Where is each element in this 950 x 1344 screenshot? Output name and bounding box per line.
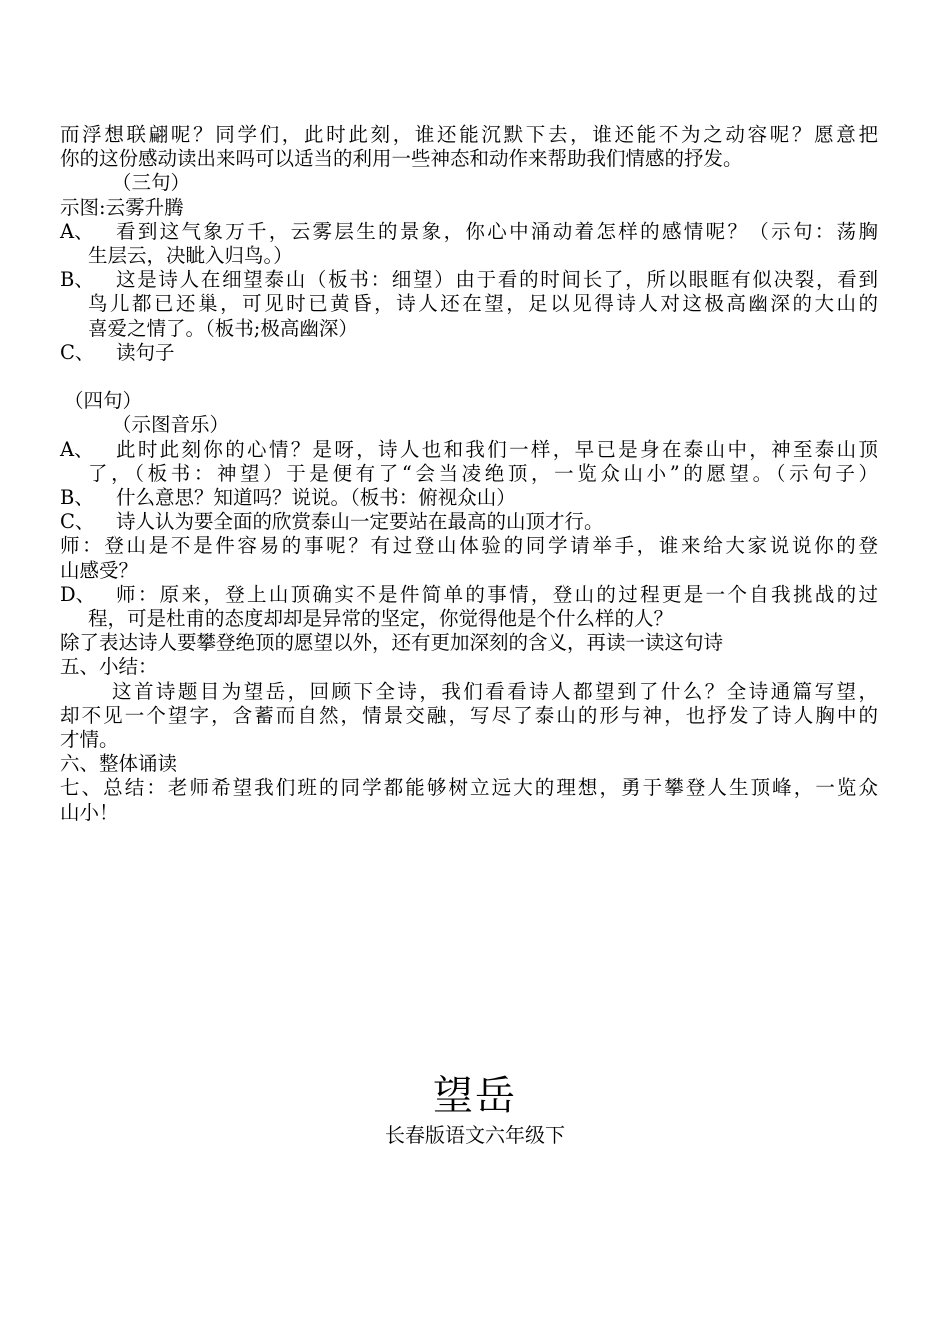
paragraph-line: 而浮想联翩呢？同学们，此时此刻，谁还能沉默下去，谁还能不为之动容呢？愿意把 [60,123,878,146]
paragraph-line: 除了表达诗人要攀登绝顶的愿望以外，还有更加深刻的含义，再读一读这句诗 [60,631,724,655]
list-text-line: 鸟儿都已还巢，可见时已黄昏，诗人还在望，足以见得诗人对这极高幽深的大山的 [88,292,878,316]
list-text-line: 这是诗人在细望泰山（板书：细望）由于看的时间长了，所以眼眶有似决裂，看到 [116,268,878,292]
paragraph-line: 师：登山是不是件容易的事呢？有过登山体验的同学请举手，谁来给大家说说你的登 [60,534,878,558]
list-marker: D、 [60,582,96,606]
paragraph-line: 这首诗题目为望岳，回顾下全诗，我们看看诗人都望到了什么？全诗通篇写望， [112,679,878,703]
paragraph-line: 才情。 [60,728,119,752]
list-text-line: 此时此刻你的心情？是呀，诗人也和我们一样，早已是身在泰山中，神至泰山顶 [116,437,878,461]
list-text [116,438,878,462]
list-marker: A、 [60,437,94,461]
list-item-3b [60,268,878,292]
paragraph-line: 山感受？ [60,558,139,582]
list-item-3c [60,341,878,365]
list-text-line: 读句子 [116,340,175,364]
list-text [116,341,878,365]
list-text-line: 程，可是杜甫的态度却却是异常的坚定，你觉得他是个什么样的人？ [88,607,674,631]
list-text-line: 看到这气象万千，云雾层生的景象，你心中涌动着怎样的感情呢？（示句：荡胸 [116,219,878,243]
section-heading-fourth-line: （四句） [64,389,143,413]
paragraph-line: 却不见一个望字，含蓄而自然，情景交融，写尽了泰山的形与神，也抒发了诗人胸中的 [60,703,878,727]
paragraph-line: 你的这份感动读出来吗可以适当的利用一些神态和动作来帮助我们情感的抒发。 [60,147,743,171]
list-item-4c [60,510,878,534]
list-marker: A、 [60,219,94,243]
paragraph-line: 山小！ [60,800,119,824]
lesson-title: 望岳 [433,1073,517,1119]
document-body [60,123,878,825]
list-text-line: 喜爱之情了。（板书;极高幽深） [88,316,358,340]
list-text-line: 生层云，决眦入归鸟。） [88,244,293,268]
list-item-4b [60,486,878,510]
list-marker: C、 [60,340,95,364]
list-marker: B、 [60,268,94,292]
image-note: 示图:云雾升腾 [60,195,184,219]
list-text [116,268,878,292]
list-marker: C、 [60,510,95,534]
section-heading-third-line: （三句） [112,171,191,195]
image-note: （示图音乐） [112,413,230,437]
list-item-3a [60,220,878,244]
list-text [116,583,878,607]
list-text [116,510,878,534]
section-heading-conclusion: 七、总结：老师希望我们班的同学都能够树立远大的理想，勇于攀登人生顶峰，一览众 [60,776,878,800]
list-item-4d [60,583,878,607]
list-item-4a [60,438,878,462]
list-text [116,220,878,244]
list-text-line: 诗人认为要全面的欣赏泰山一定要站在最高的山顶才行。 [116,510,604,534]
list-text [116,486,878,510]
title-block [0,1072,950,1148]
blank-line [60,365,878,389]
section-heading-summary: 五、小结： [60,655,158,679]
lesson-subtitle: 长春版语文六年级下 [385,1123,565,1147]
list-text-line: 师：原来，登上山顶确实不是件简单的事情，登山的过程更是一个自我挑战的过 [116,582,878,606]
list-text-line: 了，（板书：神望）于是便有了“会当凌绝顶，一览众山小”的愿望。（示句子） [88,461,878,485]
list-marker: B、 [60,486,94,510]
section-heading-recite: 六、整体诵读 [60,752,178,776]
list-text-line: 什么意思？知道吗？说说。（板书：俯视众山） [116,486,516,510]
